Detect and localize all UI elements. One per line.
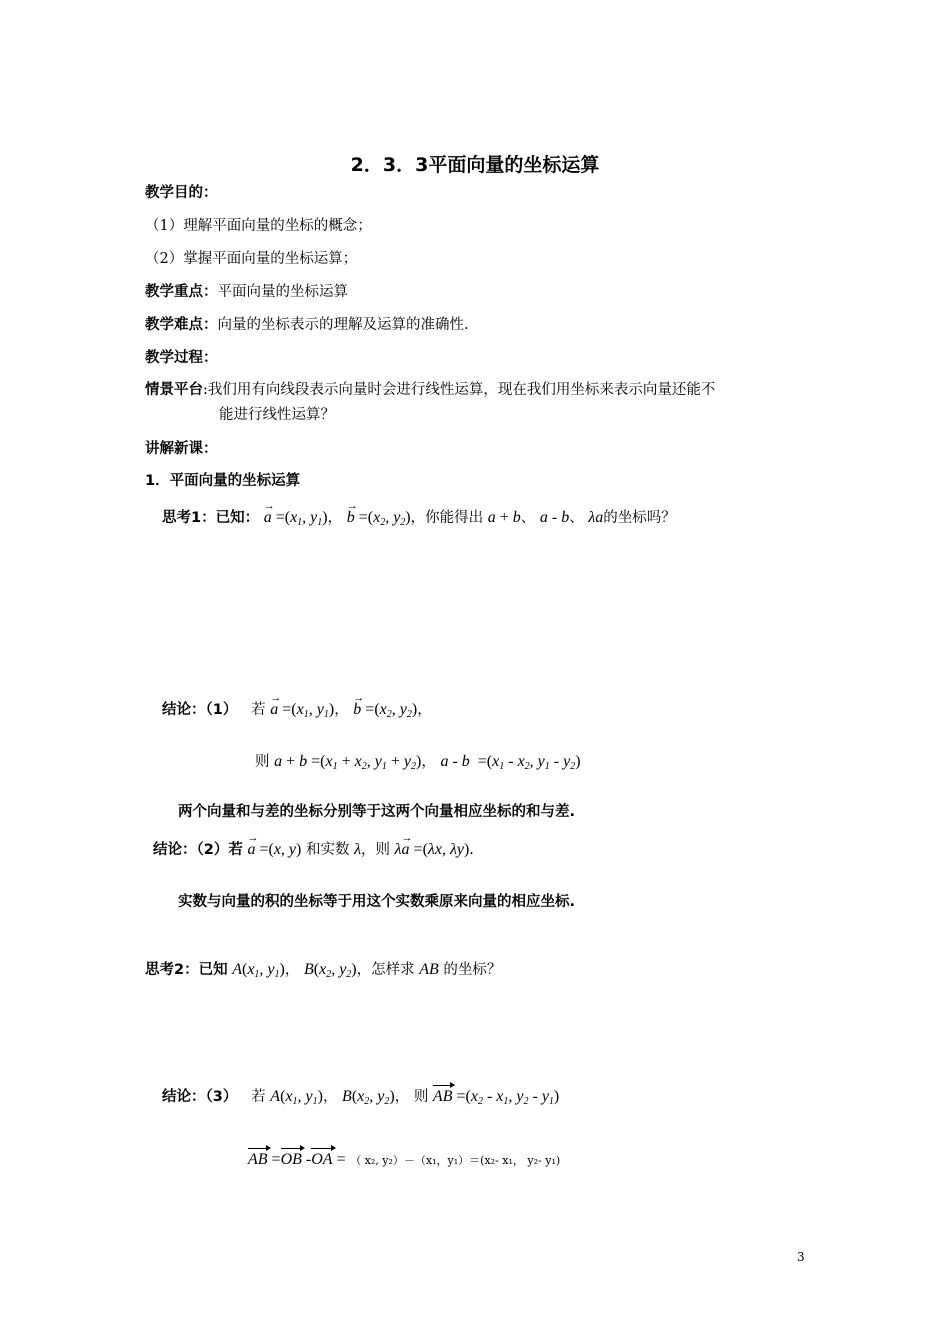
- difficulty: [145, 315, 469, 335]
- key-text: 平面向量的坐标运算: [217, 284, 348, 300]
- process-label: 教学过程：: [145, 350, 218, 366]
- point-a: $A(x_1$, $y_1$): [232, 961, 285, 980]
- difficulty-label: 教学难点：: [145, 317, 218, 333]
- conclusion3-label: 结论：（3）: [162, 1089, 238, 1105]
- and-real: 和实数: [305, 842, 350, 858]
- if-word: 若: [251, 1089, 266, 1105]
- conclusion-2-summary: 实数与向量的积的坐标等于用这个实数乘原来向量的相应坐标.: [178, 894, 576, 910]
- c1-sum: $a + b =(x_1 + x_2$, $y_1 + y_2$): [274, 753, 422, 772]
- derivation-text: （ x₂, y₂）－（x₁，y₁）＝(x₂- x₁， y₂- y₁): [350, 1154, 561, 1167]
- page-title: 2．3．3平面向量的坐标运算: [350, 154, 600, 176]
- coord-question: 的坐标？: [443, 962, 502, 978]
- new-lesson-label: 讲解新课：: [145, 441, 218, 457]
- formula-scale: λa: [588, 509, 604, 526]
- conclusion-1-summary: 两个向量和与差的坐标分别等于这两个向量相应坐标的和与差.: [178, 804, 576, 820]
- page-number: 3: [797, 1250, 805, 1264]
- think2-label: 思考2：已知: [145, 962, 228, 978]
- conclusion-3-derivation: [248, 1148, 560, 1171]
- vector-ab: AB: [419, 961, 439, 978]
- scene-text-1: :我们用有向线段表示向量时会进行线性运算，现在我们用坐标来表示向量还能不: [203, 382, 716, 398]
- section-1-heading: 1．平面向量的坐标运算: [145, 473, 301, 489]
- sep: 、: [569, 510, 584, 526]
- comma: ，: [417, 702, 432, 718]
- c3-result: AB $=(x_2 - x_1$, $y_2 - y_1$): [433, 1088, 559, 1105]
- conclusion-3: [162, 1085, 559, 1112]
- formula-b: → $b =(x_2$, $y_2$): [347, 509, 411, 526]
- conclusion2-label: 结论：（2）若: [153, 842, 243, 858]
- conclusion1-label: 结论：（1）: [162, 702, 238, 718]
- then-comma: ，则: [361, 842, 390, 858]
- how-text: ，怎样求: [356, 962, 415, 978]
- comma: ，: [284, 962, 300, 978]
- then-word: 则: [413, 1089, 429, 1105]
- point-b: $B(x_2$, $y_2$): [303, 961, 357, 980]
- conclusion-1: [162, 700, 432, 725]
- key-label: 教学重点：: [145, 284, 218, 300]
- formula-diff: a - b: [539, 509, 570, 526]
- c1-diff: $a - b =(x_1 - x_2$, $y_1 - y_2$): [440, 753, 581, 772]
- comma: ，: [322, 1089, 338, 1105]
- difficulty-text: 向量的坐标表示的理解及运算的准确性.: [217, 317, 469, 333]
- c2-result: λ→ a =(λx, λy): [395, 841, 470, 858]
- objective-2: （2）掌握平面向量的坐标运算；: [145, 251, 358, 267]
- then-word: 则: [255, 754, 270, 770]
- vector-diff: AB =OB -OA =: [248, 1151, 346, 1168]
- key-points: [145, 282, 348, 302]
- think1-tail: 的坐标吗？: [603, 510, 676, 526]
- think-2: [145, 960, 501, 985]
- formula-sum: a + b: [487, 509, 521, 526]
- lambda: λ: [354, 841, 361, 858]
- c3-point-b: $B(x_2$, $y_2$): [342, 1088, 395, 1107]
- scene-label: 情景平台: [145, 382, 203, 398]
- c3-point-a: $A(x_1$, $y_1$): [270, 1088, 323, 1107]
- formula-a: → $a =(x_1$, $y_1$): [264, 509, 328, 526]
- think1-label: 思考1：已知：: [162, 510, 260, 526]
- think-1: [162, 508, 676, 533]
- comma: ，: [334, 702, 349, 718]
- scene-line-1: [145, 380, 715, 400]
- conclusion-2: 结论：（2）若 → a =(x, y) 和实数 λ，则 λ→ a =(λx, λy).: [153, 840, 474, 860]
- conclusion-1-result: [255, 752, 581, 777]
- objective-1: （1）理解平面向量的坐标的概念；: [145, 218, 372, 234]
- objectives-label: 教学目的：: [145, 185, 218, 201]
- scene-line-2: 能进行线性运算？: [219, 407, 335, 423]
- c2-formula-a: → a =(x, y): [247, 841, 301, 858]
- comma: ，: [394, 1089, 410, 1105]
- c1-formula-b: → $b =(x_2$, $y_2$): [353, 701, 417, 718]
- comma: ，: [327, 510, 343, 526]
- if-word: 若: [251, 702, 266, 718]
- think1-mid: ，你能得出: [410, 510, 484, 526]
- comma: ，: [421, 754, 436, 770]
- sep: 、: [520, 510, 536, 526]
- c1-formula-a: → $a =(x_1$, $y_1$): [270, 701, 334, 718]
